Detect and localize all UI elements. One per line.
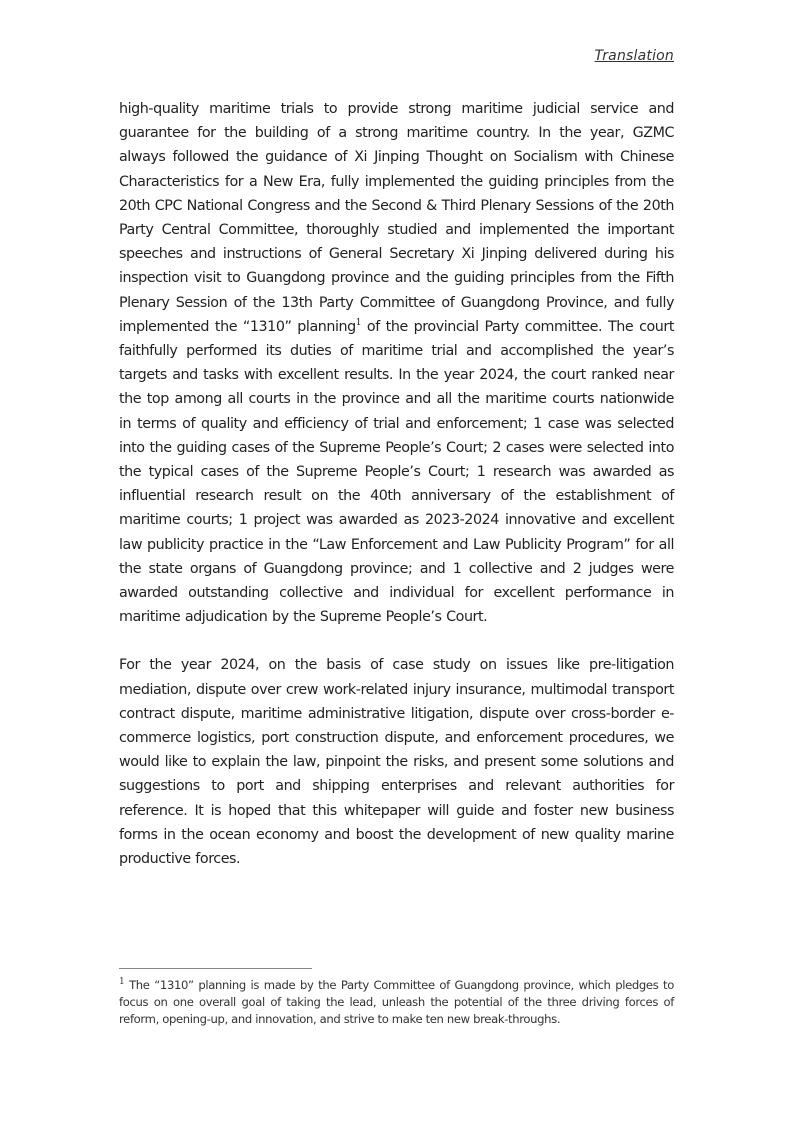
footnote-marker: 1 [119,977,125,988]
footnote-text: The “1310” planning is made by the Party Committee of Guangdong province, which pledges to focus on one overall goal of taking the lead, unleash the potential of the three driving forces of reform, opening-up, and innovation, and strive to make ten new break-throughs. [119,978,674,1026]
paragraph-2: For the year 2024, on the basis of case study on issues like pre-litigation mediation, dispute over crew work-related injury insurance, multimodal transport contract dispute, maritime administrative litigation, dispute over cross-border e-commerce logistics, port construction dispute, and enforcement procedures, we would like to explain the law, pinpoint the risks, and present some solutions and suggestions to port and shipping enterprises and relevant authorities for reference. It is hoped that this whitepaper will guide and foster new business forms in the ocean economy and boost the development of new quality marine productive forces. [119,657,674,868]
paragraph-1 [119,97,674,629]
paragraph-1-text: high-quality maritime trials to provide strong maritime judicial service and guarantee for the building of a strong maritime country. In the year, GZMC always followed the guidance of Xi Jinping Thought on Socialism with Chinese Characteristics for a New Era, fully implemented the guiding principles from the 20th CPC National Congress and the Second & Third Plenary Sessions of the 20th Party Central Committee, thoroughly studied and implemented the important speeches and instructions of General Secretary Xi Jinping delivered during his inspection visit to Guangdong province and the guiding principles from the Fifth Plenary Session of the 13th Party Committee of Guangdong Province, and fully implemented the “1310” planning [119,101,674,335]
main-body [119,97,674,871]
paragraph-1-continuation: of the provincial Party committee. The court faithfully performed its duties of maritime trial and accomplished the year’s targets and tasks with excellent results. In the year 2024, the court ranked near the top among all courts in the province and all the maritime courts nationwide in terms of quality and efficiency of trial and enforcement; 1 case was selected into the guiding cases of the Supreme People’s Court; 2 cases were selected into the typical cases of the Supreme People’s Court; 1 research was awarded as influential research result on the 40th anniversary of the establishment of maritime courts; 1 project was awarded as 2023-2024 innovative and excellent law publicity practice in the “Law Enforcement and Law Publicity Program” for all the state organs of Guangdong province; and 1 collective and 2 judges were awarded outstanding collective and individual for excellent performance in maritime adjudication by the Supreme People’s Court. [119,318,674,626]
footnote [119,977,674,1028]
footnote-reference: 1 [355,318,362,329]
footnote-separator [119,968,312,969]
page-header-label: Translation [594,48,674,64]
